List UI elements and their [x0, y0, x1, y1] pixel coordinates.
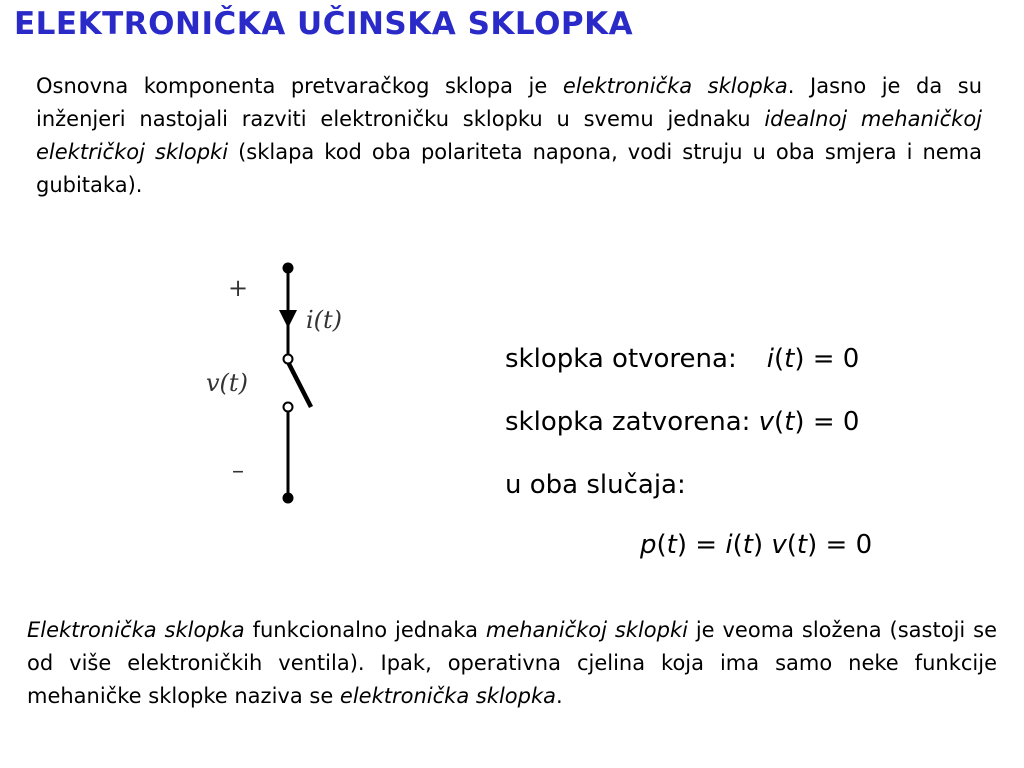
- p-v-arg: t: [796, 530, 808, 560]
- plus-sign: +: [228, 274, 249, 302]
- p-i: i: [725, 530, 733, 560]
- top-terminal: [283, 263, 294, 274]
- minus-sign: –: [232, 456, 244, 484]
- intro-emphasis-2: idealnoj mehaničkoj električkoj sklopki: [36, 107, 982, 164]
- bottom-emphasis-1: Elektronička sklopka: [27, 618, 245, 642]
- closed-rest: = 0: [804, 407, 860, 437]
- p-arg: t: [666, 530, 677, 560]
- bottom-text-1: funkcionalno jednaka: [244, 618, 486, 642]
- bottom-emphasis-2: mehaničkoj sklopki: [485, 618, 688, 642]
- equation-power: p(t) = i(t) v(t) = 0: [640, 530, 873, 560]
- p-rest: = 0: [817, 530, 873, 560]
- bottom-emphasis-3: elektronička sklopka: [339, 684, 557, 708]
- p-eq: =: [687, 530, 726, 560]
- intro-text-2: . Jasno je da su inženjeri nastojali razviti elektroničku sklopku u svemu jednaku: [36, 74, 983, 131]
- switch-upper-contact: [284, 355, 293, 364]
- bottom-paragraph: [27, 614, 997, 713]
- switch-blade: [288, 362, 311, 407]
- intro-text-1: Osnovna komponenta pretvaračkog sklopa je: [36, 74, 563, 98]
- intro-emphasis-1: elektronička sklopka: [562, 74, 788, 98]
- current-arrow-icon: [279, 310, 297, 328]
- voltage-label: v(t): [206, 369, 248, 397]
- intro-text-3: (sklapa kod oba polariteta napona, vodi struju u oba smjera i nema gubitaka).: [36, 140, 983, 197]
- intro-paragraph: [36, 70, 982, 202]
- equation-closed: sklopka zatvorena: v(t) = 0: [505, 407, 860, 437]
- bottom-text-3: .: [556, 684, 563, 708]
- open-rest: = 0: [804, 344, 860, 374]
- p-i-arg: t: [742, 530, 753, 560]
- p-v: v: [771, 530, 787, 560]
- open-var: i: [766, 344, 774, 374]
- page-title: ELEKTRONIČKA UČINSKA SKLOPKA: [14, 6, 634, 42]
- p-var: p: [640, 530, 657, 560]
- closed-arg: t: [784, 407, 795, 437]
- current-label: i(t): [306, 306, 343, 334]
- switch-lower-contact: [284, 403, 293, 412]
- both-cases-label: u oba slučaja:: [505, 470, 686, 500]
- closed-label: sklopka zatvorena:: [505, 407, 759, 437]
- open-label: sklopka otvorena:: [505, 344, 737, 374]
- bottom-text-2: je veoma složena (sastoji se od više elektroničkih ventila). Ipak, operativna cjelina koja ima samo neke funkcije mehaničke sklopke naziva se: [27, 618, 997, 708]
- equation-open: sklopka otvorena: i(t) = 0: [505, 344, 860, 374]
- open-arg: t: [784, 344, 795, 374]
- closed-var: v: [758, 407, 775, 437]
- bottom-terminal: [283, 493, 294, 504]
- switch-diagram: [190, 250, 370, 520]
